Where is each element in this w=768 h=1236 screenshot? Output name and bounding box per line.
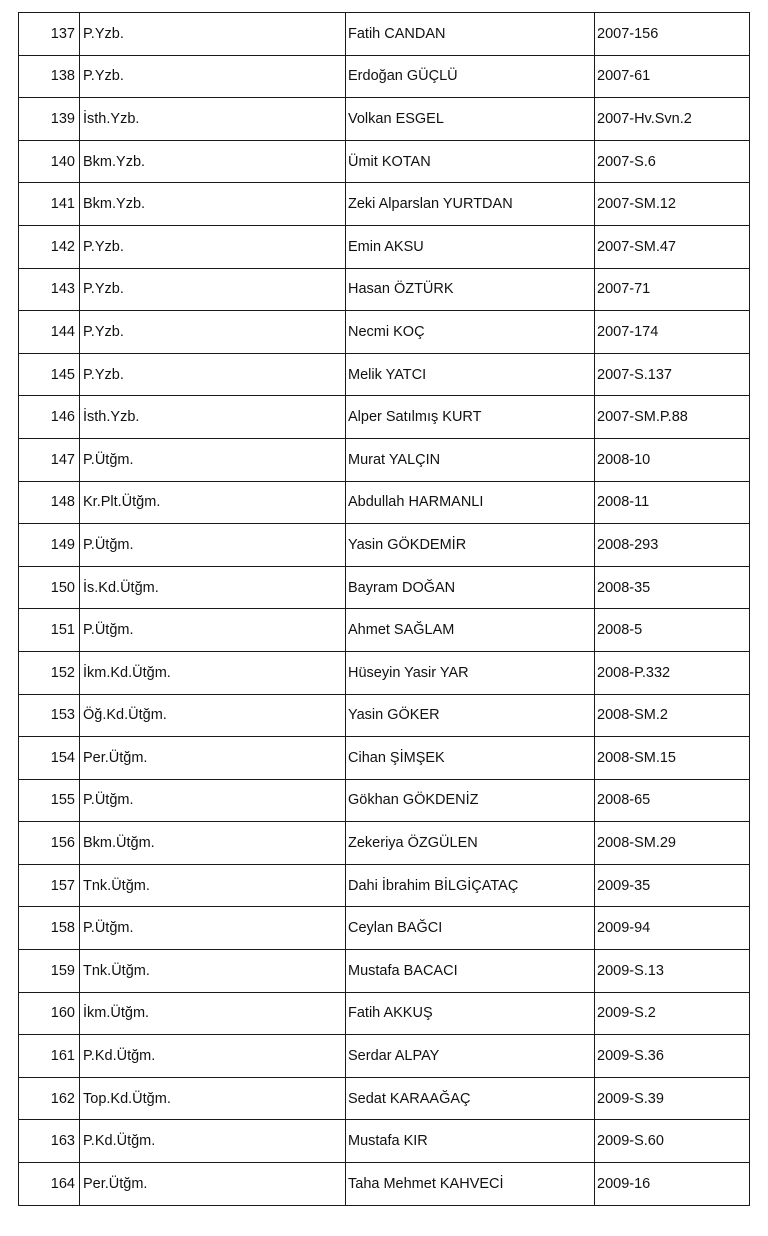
- row-number-cell: 141: [19, 183, 80, 226]
- table-row: [19, 694, 750, 737]
- rank-cell: P.Yzb.: [80, 225, 346, 268]
- code-cell: 2008-10: [595, 438, 750, 481]
- code-cell: 2009-S.13: [595, 950, 750, 993]
- rank-cell: P.Yzb.: [80, 13, 346, 56]
- code-cell: 2008-SM.2: [595, 694, 750, 737]
- row-number-cell: 142: [19, 225, 80, 268]
- rank-cell: İkm.Kd.Ütğm.: [80, 651, 346, 694]
- row-number-cell: 139: [19, 98, 80, 141]
- code-cell: 2009-16: [595, 1163, 750, 1206]
- code-cell: 2007-156: [595, 13, 750, 56]
- name-cell: Taha Mehmet KAHVECİ: [346, 1163, 595, 1206]
- name-cell: Ceylan BAĞCI: [346, 907, 595, 950]
- name-cell: Volkan ESGEL: [346, 98, 595, 141]
- row-number-cell: 162: [19, 1077, 80, 1120]
- rank-cell: P.Kd.Ütğm.: [80, 1120, 346, 1163]
- name-cell: Cihan ŞİMŞEK: [346, 737, 595, 780]
- table-row: [19, 524, 750, 567]
- rank-cell: P.Ütğm.: [80, 438, 346, 481]
- rank-cell: Tnk.Ütğm.: [80, 864, 346, 907]
- row-number-cell: 140: [19, 140, 80, 183]
- name-cell: Dahi İbrahim BİLGİÇATAÇ: [346, 864, 595, 907]
- name-cell: Melik YATCI: [346, 353, 595, 396]
- table-row: [19, 779, 750, 822]
- code-cell: 2008-65: [595, 779, 750, 822]
- rank-cell: P.Yzb.: [80, 353, 346, 396]
- rank-cell: Tnk.Ütğm.: [80, 950, 346, 993]
- code-cell: 2009-S.2: [595, 992, 750, 1035]
- row-number-cell: 148: [19, 481, 80, 524]
- table-row: [19, 992, 750, 1035]
- name-cell: Mustafa KIR: [346, 1120, 595, 1163]
- rank-cell: İsth.Yzb.: [80, 98, 346, 141]
- table-row: [19, 950, 750, 993]
- name-cell: Ümit KOTAN: [346, 140, 595, 183]
- table-row: [19, 268, 750, 311]
- rank-cell: P.Ütğm.: [80, 779, 346, 822]
- table-row: [19, 353, 750, 396]
- name-cell: Bayram DOĞAN: [346, 566, 595, 609]
- rank-cell: P.Kd.Ütğm.: [80, 1035, 346, 1078]
- row-number-cell: 152: [19, 651, 80, 694]
- row-number-cell: 146: [19, 396, 80, 439]
- name-cell: Serdar ALPAY: [346, 1035, 595, 1078]
- table-row: [19, 822, 750, 865]
- table-row: [19, 140, 750, 183]
- row-number-cell: 154: [19, 737, 80, 780]
- rank-cell: Öğ.Kd.Ütğm.: [80, 694, 346, 737]
- rank-cell: Bkm.Ütğm.: [80, 822, 346, 865]
- row-number-cell: 144: [19, 311, 80, 354]
- row-number-cell: 150: [19, 566, 80, 609]
- code-cell: 2007-SM.P.88: [595, 396, 750, 439]
- row-number-cell: 161: [19, 1035, 80, 1078]
- rank-cell: İkm.Ütğm.: [80, 992, 346, 1035]
- row-number-cell: 160: [19, 992, 80, 1035]
- personnel-table-body: [19, 13, 750, 1206]
- code-cell: 2007-SM.47: [595, 225, 750, 268]
- row-number-cell: 145: [19, 353, 80, 396]
- table-row: [19, 481, 750, 524]
- code-cell: 2009-S.39: [595, 1077, 750, 1120]
- rank-cell: P.Ütğm.: [80, 524, 346, 567]
- rank-cell: P.Yzb.: [80, 311, 346, 354]
- name-cell: Fatih CANDAN: [346, 13, 595, 56]
- row-number-cell: 137: [19, 13, 80, 56]
- rank-cell: Kr.Plt.Ütğm.: [80, 481, 346, 524]
- row-number-cell: 155: [19, 779, 80, 822]
- name-cell: Erdoğan GÜÇLÜ: [346, 55, 595, 98]
- row-number-cell: 147: [19, 438, 80, 481]
- name-cell: Hasan ÖZTÜRK: [346, 268, 595, 311]
- name-cell: Zeki Alparslan YURTDAN: [346, 183, 595, 226]
- table-row: [19, 907, 750, 950]
- code-cell: 2008-SM.29: [595, 822, 750, 865]
- name-cell: Emin AKSU: [346, 225, 595, 268]
- rank-cell: Top.Kd.Ütğm.: [80, 1077, 346, 1120]
- code-cell: 2007-71: [595, 268, 750, 311]
- rank-cell: Bkm.Yzb.: [80, 183, 346, 226]
- table-row: [19, 55, 750, 98]
- table-row: [19, 13, 750, 56]
- table-row: [19, 737, 750, 780]
- code-cell: 2008-11: [595, 481, 750, 524]
- name-cell: Necmi KOÇ: [346, 311, 595, 354]
- table-row: [19, 1120, 750, 1163]
- table-row: [19, 1035, 750, 1078]
- rank-cell: Per.Ütğm.: [80, 737, 346, 780]
- code-cell: 2008-35: [595, 566, 750, 609]
- rank-cell: P.Yzb.: [80, 268, 346, 311]
- table-row: [19, 1163, 750, 1206]
- table-row: [19, 651, 750, 694]
- code-cell: 2008-SM.15: [595, 737, 750, 780]
- name-cell: Gökhan GÖKDENİZ: [346, 779, 595, 822]
- rank-cell: İs.Kd.Ütğm.: [80, 566, 346, 609]
- name-cell: Zekeriya ÖZGÜLEN: [346, 822, 595, 865]
- rank-cell: Per.Ütğm.: [80, 1163, 346, 1206]
- code-cell: 2008-P.332: [595, 651, 750, 694]
- table-row: [19, 98, 750, 141]
- rank-cell: P.Ütğm.: [80, 609, 346, 652]
- row-number-cell: 153: [19, 694, 80, 737]
- rank-cell: Bkm.Yzb.: [80, 140, 346, 183]
- table-row: [19, 609, 750, 652]
- rank-cell: İsth.Yzb.: [80, 396, 346, 439]
- row-number-cell: 149: [19, 524, 80, 567]
- table-row: [19, 396, 750, 439]
- table-row: [19, 566, 750, 609]
- rank-cell: P.Ütğm.: [80, 907, 346, 950]
- row-number-cell: 157: [19, 864, 80, 907]
- row-number-cell: 163: [19, 1120, 80, 1163]
- row-number-cell: 164: [19, 1163, 80, 1206]
- row-number-cell: 159: [19, 950, 80, 993]
- name-cell: Ahmet SAĞLAM: [346, 609, 595, 652]
- name-cell: Yasin GÖKDEMİR: [346, 524, 595, 567]
- row-number-cell: 158: [19, 907, 80, 950]
- code-cell: 2009-94: [595, 907, 750, 950]
- table-row: [19, 311, 750, 354]
- code-cell: 2007-SM.12: [595, 183, 750, 226]
- name-cell: Hüseyin Yasir YAR: [346, 651, 595, 694]
- row-number-cell: 143: [19, 268, 80, 311]
- row-number-cell: 156: [19, 822, 80, 865]
- name-cell: Yasin GÖKER: [346, 694, 595, 737]
- code-cell: 2009-35: [595, 864, 750, 907]
- table-row: [19, 864, 750, 907]
- name-cell: Sedat KARAAĞAÇ: [346, 1077, 595, 1120]
- code-cell: 2008-293: [595, 524, 750, 567]
- name-cell: Fatih AKKUŞ: [346, 992, 595, 1035]
- code-cell: 2008-5: [595, 609, 750, 652]
- code-cell: 2009-S.60: [595, 1120, 750, 1163]
- code-cell: 2007-61: [595, 55, 750, 98]
- rank-cell: P.Yzb.: [80, 55, 346, 98]
- table-row: [19, 183, 750, 226]
- name-cell: Alper Satılmış KURT: [346, 396, 595, 439]
- code-cell: 2009-S.36: [595, 1035, 750, 1078]
- code-cell: 2007-174: [595, 311, 750, 354]
- name-cell: Abdullah HARMANLI: [346, 481, 595, 524]
- code-cell: 2007-S.6: [595, 140, 750, 183]
- code-cell: 2007-Hv.Svn.2: [595, 98, 750, 141]
- table-row: [19, 438, 750, 481]
- row-number-cell: 151: [19, 609, 80, 652]
- table-row: [19, 1077, 750, 1120]
- name-cell: Murat YALÇIN: [346, 438, 595, 481]
- row-number-cell: 138: [19, 55, 80, 98]
- name-cell: Mustafa BACACI: [346, 950, 595, 993]
- code-cell: 2007-S.137: [595, 353, 750, 396]
- personnel-table: [18, 12, 750, 1206]
- table-row: [19, 225, 750, 268]
